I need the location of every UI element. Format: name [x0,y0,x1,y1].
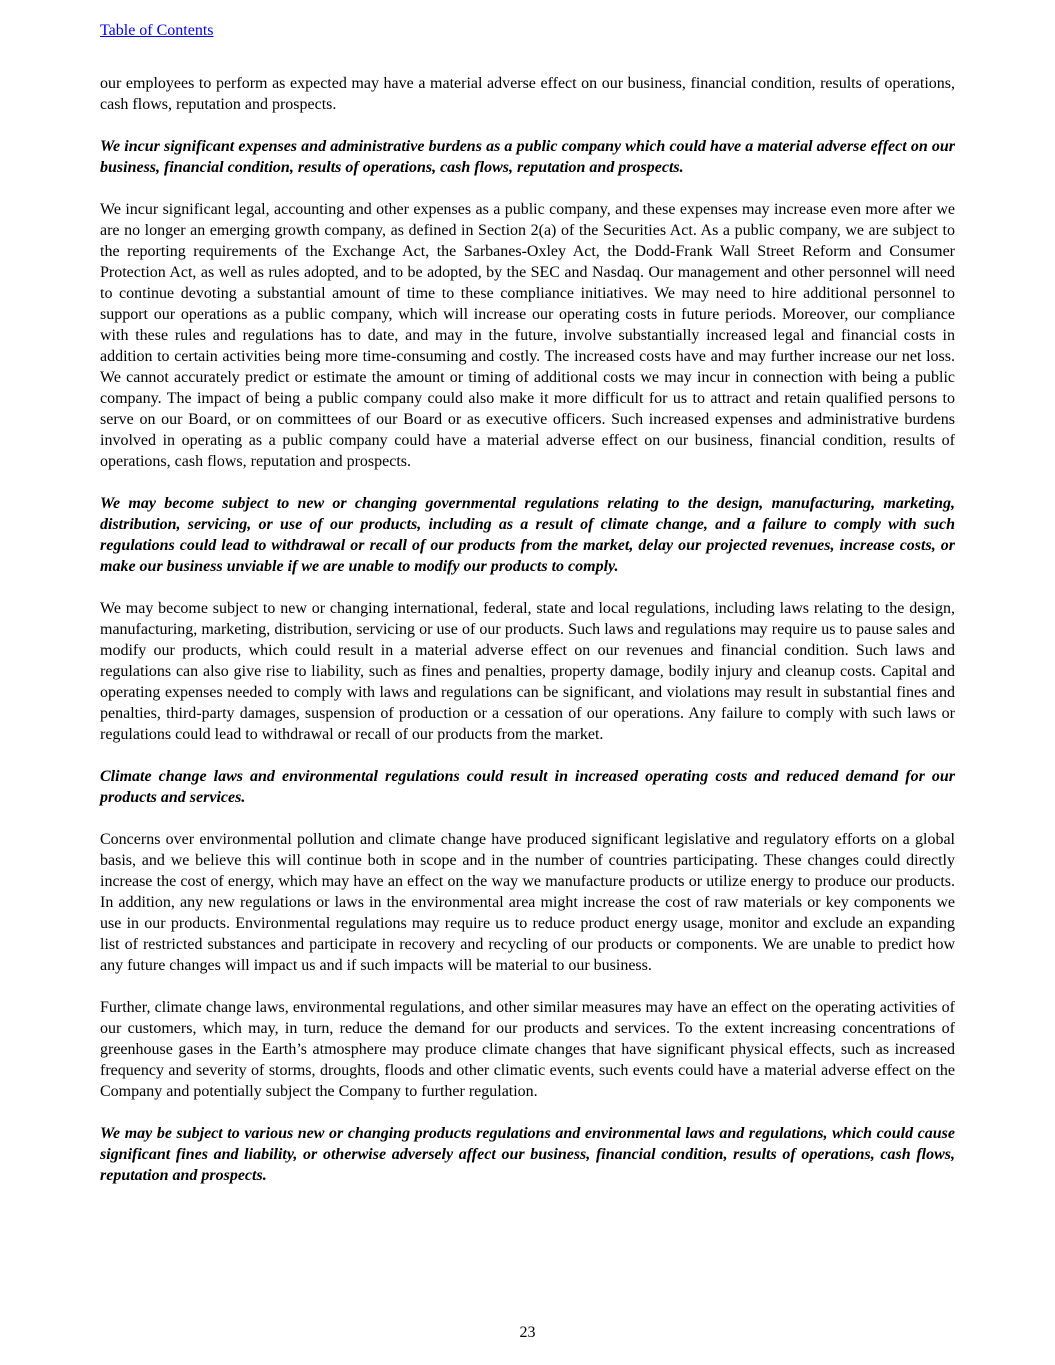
paragraph-continuation: our employees to perform as expected may have a material adverse effect on our business, financial condition, results of operations, cash flows, reputation and prospects. [100,75,955,113]
risk-factor-heading-climate-change-laws: Climate change laws and environmental regulations could result in increased operating costs and reduced demand for our products and services. [100,768,955,806]
paragraph-environmental-pollution: Concerns over environmental pollution and climate change have produced significant legislative and regulatory efforts on a global basis, and we believe this will continue both in scope and in the number of countries participating. These changes could directly increase the cost of energy, which may have an effect on the way we manufacture products or utilize energy to produce our products. In addition, any new regulations or laws in the environmental area might increase the cost of raw materials or key components we use in our products. Environmental regulations may require us to reduce product energy usage, monitor and exclude an expanding list of restricted substances and participate in recovery and recycling of our products or components. We are unable to predict how any future changes will impact us and if such impacts will be material to our business. [100,831,955,974]
document-body [100,73,955,1186]
page-number: 23 [519,1324,536,1341]
risk-factor-heading-governmental-regulations: We may become subject to new or changing governmental regulations relating to the design, manufacturing, marketing, distribution, servicing, or use of our products, including as a result of climate change, and a failure to comply with such regulations could lead to withdrawal or recall of our products from the market, delay our projected revenues, increase costs, or make our business unviable if we are unable to modify our products to comply. [100,495,955,575]
paragraph-climate-change-effects: Further, climate change laws, environmental regulations, and other similar measures may have an effect on the operating activities of our customers, which may, in turn, reduce the demand for our products and services. To the extent increasing concentrations of greenhouse gases in the Earth’s atmosphere may produce climate changes that have significant physical effects, such as increased frequency and severity of storms, droughts, floods and other climatic events, such events could have a material adverse effect on the Company and potentially subject the Company to further regulation. [100,999,955,1100]
table-of-contents-link[interactable]: Table of Contents [100,22,214,39]
paragraph-public-company-expenses: We incur significant legal, accounting and other expenses as a public company, and these expenses may increase even more after we are no longer an emerging growth company, as defined in Section 2(a) of the Securities Act. As a public company, we are subject to the reporting requirements of the Exchange Act, the Sarbanes-Oxley Act, the Dodd-Frank Wall Street Reform and Consumer Protection Act, as well as rules adopted, and to be adopted, by the SEC and Nasdaq. Our management and other personnel will need to continue devoting a substantial amount of time to these compliance initiatives. We may need to hire additional personnel to support our operations as a public company, which will increase our operating costs in future periods. Moreover, our compliance with these rules and regulations has to date, and may in the future, involve substantially increased legal and financial costs in addition to certain activities being more time-consuming and costly. The increased costs have and may further increase our net loss. We cannot accurately predict or estimate the amount or timing of additional costs we may incur in connection with being a public company. The impact of being a public company could also make it more difficult for us to attract and retain qualified persons to serve on our Board, or on committees of our Board or as executive officers. Such increased expenses and administrative burdens involved in operating as a public company could have a material adverse effect on our business, financial condition, results of operations, cash flows, reputation and prospects. [100,201,955,470]
paragraph-governmental-regulations: We may become subject to new or changing international, federal, state and local regulations, including laws relating to the design, manufacturing, marketing, distribution, servicing or use of our products. Such laws and regulations may require us to pause sales and modify our products, which could result in a material adverse effect on our revenues and financial condition. Such laws and regulations can also give rise to liability, such as fines and penalties, property damage, bodily injury and cleanup costs. Capital and operating expenses needed to comply with laws and regulations can be significant, and violations may result in substantial fines and penalties, third-party damages, suspension of production or a cessation of our operations. Any failure to comply with such laws or regulations could lead to withdrawal or recall of our products from the market. [100,600,955,743]
risk-factor-heading-products-regulations: We may be subject to various new or changing products regulations and environmental laws and regulations, which could cause significant fines and liability, or otherwise adversely affect our business, financial condition, results of operations, cash flows, reputation and prospects. [100,1125,955,1184]
risk-factor-heading-public-company-expenses: We incur significant expenses and administrative burdens as a public company which could have a material adverse effect on our business, financial condition, results of operations, cash flows, reputation and prospects. [100,138,955,176]
